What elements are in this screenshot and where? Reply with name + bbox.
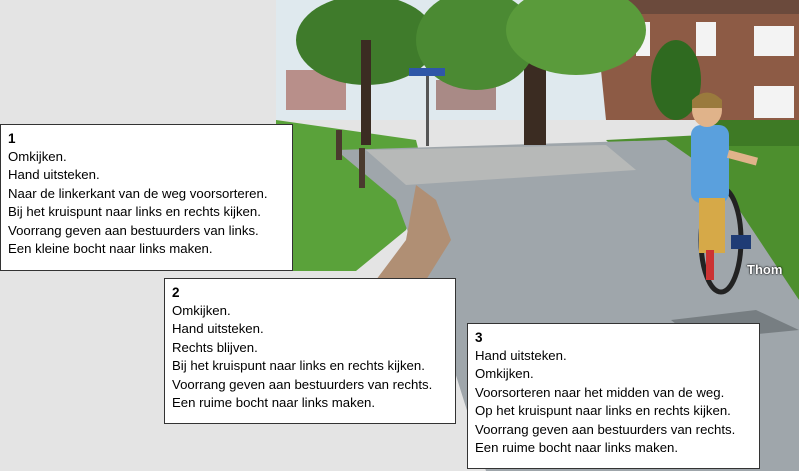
instruction-box-2 — [164, 278, 456, 424]
instruction-line: Bij het kruispunt naar links en rechts kijken. — [8, 204, 261, 220]
instruction-line: Omkijken. — [172, 303, 231, 318]
instruction-list — [172, 302, 455, 412]
instruction-box-3 — [467, 323, 760, 469]
instruction-line: Een ruime bocht naar links maken. — [475, 440, 679, 456]
box-number: 2 — [172, 285, 180, 300]
instruction-line: Hand uitsteken. — [475, 348, 567, 363]
box-number: 3 — [475, 330, 483, 345]
instruction-list — [8, 148, 292, 258]
instruction-line: Naar de linkerkant van de weg voorsorteren. — [8, 185, 268, 201]
instruction-line: Een ruime bocht naar links maken. — [172, 395, 376, 411]
instruction-line: Op het kruispunt naar links en rechts kijken. — [475, 403, 731, 419]
instruction-list — [475, 347, 759, 457]
instruction-line: Voorrang geven aan bestuurders van rechts. — [172, 376, 433, 392]
box-number: 1 — [8, 131, 16, 146]
instruction-line: Omkijken. — [475, 366, 534, 382]
instruction-line: Rechts blijven. — [172, 339, 258, 355]
instruction-line: Voorrang geven aan bestuurders van links. — [8, 222, 259, 238]
instruction-line: Bij het kruispunt naar links en rechts kijken. — [172, 358, 425, 374]
instruction-line: Een kleine bocht naar links maken. — [8, 241, 213, 257]
instruction-line: Hand uitsteken. — [8, 167, 100, 183]
instruction-box-1 — [0, 124, 293, 271]
instruction-line: Voorrang geven aan bestuurders van rechts. — [475, 421, 736, 437]
photo-caption-thom: Thom — [747, 262, 783, 277]
instruction-line: Voorsorteren naar het midden van de weg. — [475, 384, 725, 400]
instruction-line: Hand uitsteken. — [172, 321, 264, 337]
instruction-line: Omkijken. — [8, 149, 67, 164]
